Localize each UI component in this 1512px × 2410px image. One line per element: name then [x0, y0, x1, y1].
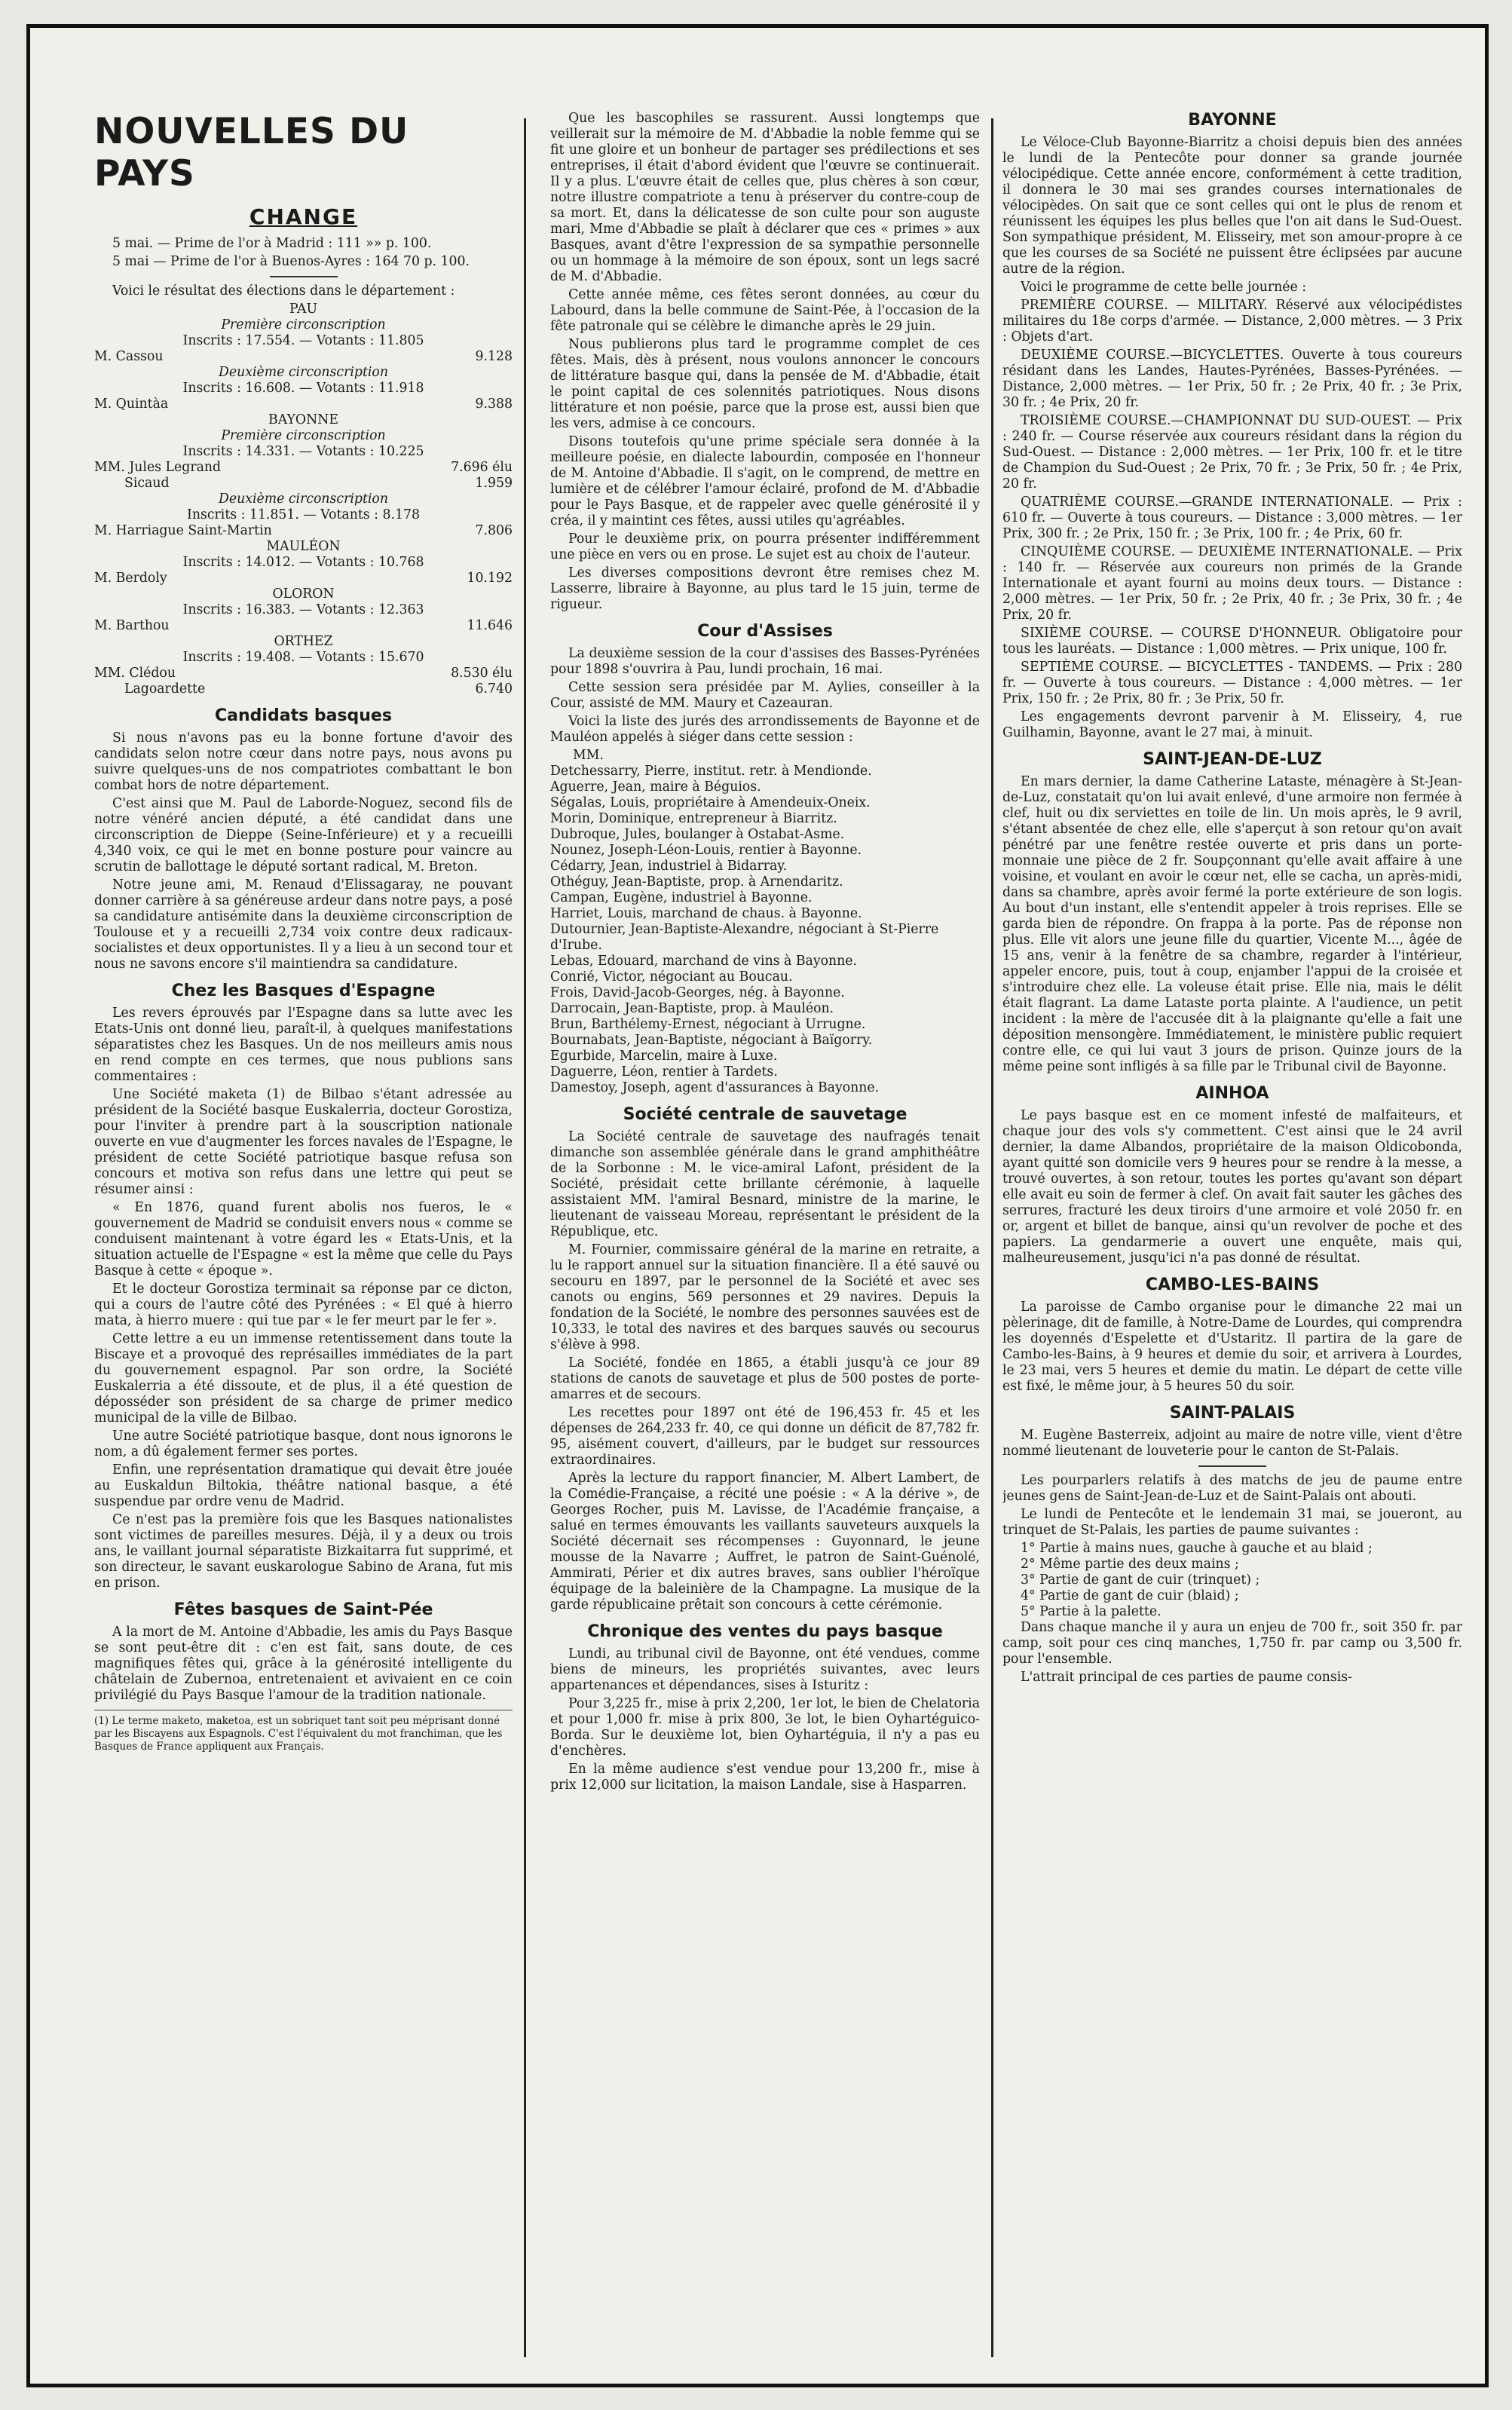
result-row: Lagoardette 6.740: [124, 681, 513, 697]
list-item: Daguerre, Léon, rentier à Tardets.: [550, 1064, 778, 1079]
section-mauleon: MAULÉON: [266, 539, 341, 554]
paragraph: La deuxième session de la cour d'assises des Basses-Pyrénées pour 1898 s'ouvrira à Pau, lundi prochain, 16 mai.: [550, 646, 980, 677]
paragraph: Voici le programme de cette belle journée :: [1021, 280, 1307, 295]
section-orthez: ORTHEZ: [274, 634, 333, 649]
paragraph: Cette lettre a eu un immense retentissement dans toute la Biscaye et a provoqué des représailles immédiates de la part du gouvernement espagnol. Par son ordre, la Société Euskalerria a été dissoute, et de plus, il a été question de déposséder son président de sa charge de primer medico municipal de la ville de Bilbao.: [94, 1331, 513, 1425]
list-item: MM.: [573, 748, 604, 763]
list-item: Brun, Barthélemy-Ernest, négociant à Urrugne.: [550, 1017, 866, 1032]
candidats-heading: Candidats basques: [215, 706, 392, 725]
section-bayonne: BAYONNE: [268, 412, 338, 427]
paragraph: Pour 3,225 fr., mise à prix 2,200, 1er lot, le bien de Chelatoria et pour 1,000 fr. mise à prix 800, 3e lot, le bien Oyhartéguico-Borda. Sur le deuxième lot, bien Oyhartéguia, il n'y a pas eu d'enchères.: [550, 1696, 980, 1759]
paragraph: A la mort de M. Antoine d'Abbadie, les amis du Pays Basque se sont peut-être dit : c'en est fait, sans doute, de ces magnifiques fêtes qui, grâce à la générosité intelligente du châtelain de Zubernoa, entretenaient et avivaient en ce coin privilégié du Pays Basque l'amour de la tradition nationale.: [94, 1625, 513, 1703]
fetes-heading: Fêtes basques de Saint-Pée: [173, 1600, 433, 1619]
column-rule: [524, 118, 526, 2357]
paragraph: DEUXIÈME COURSE.—BICYCLETTES. Ouverte à tous coureurs résidant dans les Landes, Hautes-Pyrénées, Basses-Pyrénées. — Distance, 2,000 mètres. — 1er Prix, 50 fr. ; 2e Prix, 40 fr. ; 3e Prix, 30 fr. ; 4e Prix, 20 fr.: [1002, 348, 1462, 410]
paume-list: [1002, 1541, 1462, 1620]
paragraph: Le lundi de Pentecôte et le lendemain 31 mai, se joueront, au trinquet de St-Palais, les parties de paume suivantes :: [1002, 1507, 1462, 1538]
paragraph: CINQUIÈME COURSE. — DEUXIÈME INTERNATIONALE. — Prix : 140 fr. — Réservée aux coureurs non primés de la Grande Internationale et ayant fourni au moins deux tours. — Distance : 2,000 mètres. — 1er Prix, 50 fr. ; 2e Prix, 40 fr. ; 3e Prix, 30 fr. ; 4e Prix, 20 fr.: [1002, 544, 1462, 623]
paragraph: Dans chaque manche il y aura un enjeu de 700 fr., soit 350 fr. par camp, soit pour ces cinq manches, 1,750 fr. par camp ou 3,500 fr. pour l'ensemble.: [1002, 1620, 1462, 1667]
paragraph: SIXIÈME COURSE. — COURSE D'HONNEUR. Obligatoire pour tous les lauréats. — Distance : 1,000 mètres. — Prix unique, 100 fr.: [1002, 626, 1462, 657]
elections-intro: Voici le résultat des élections dans le département :: [112, 283, 455, 299]
stats: Inscrits : 16.383. — Votants : 12.363: [182, 602, 424, 617]
list-item: 3° Partie de gant de cuir (trinquet) ;: [1021, 1572, 1260, 1588]
stats: Inscrits : 14.012. — Votants : 10.768: [182, 555, 424, 570]
list-item: 5° Partie à la palette.: [1021, 1604, 1162, 1619]
espagne-heading: Chez les Basques d'Espagne: [171, 981, 436, 1000]
list-item: Nounez, Joseph-Léon-Louis, rentier à Bayonne.: [550, 843, 862, 858]
circonscription: Première circonscription: [221, 428, 386, 443]
footnote: (1) Le terme maketo, maketoa, est un sobriquet tant soit peu méprisant donné par les Biscayens aux Espagnols. C'est l'équivalent du mot franchiman, que les Basques de France appliquent aux Français.: [94, 1710, 513, 1753]
list-item: 1° Partie à mains nues, gauche à gauche et au blaid ;: [1021, 1541, 1373, 1556]
paragraph: Cette session sera présidée par M. Aylies, conseiller à la Cour, assisté de MM. Maury et Cazeauran.: [550, 680, 980, 711]
list-item: Frois, David-Jacob-Georges, nég. à Bayonne.: [550, 985, 845, 1000]
assises-heading: Cour d'Assises: [697, 622, 833, 641]
paragraph: C'est ainsi que M. Paul de Laborde-Noguez, second fils de notre vénéré ancien député, a été candidat dans une circonscription de Dieppe (Seine-Inférieure) et y a recueilli 4,340 voix, ce qui le met en bonne posture pour vaincre au scrutin de ballottage le député sortant radical, M. Breton.: [94, 796, 513, 874]
paragraph: SEPTIÈME COURSE. — BICYCLETTES - TANDEMS. — Prix : 280 fr. — Ouverte à tous coureurs. — Distance : 4,000 mètres. — 1er Prix, 150 fr. ; 2e Prix, 80 fr. ; 3e Prix, 50 fr.: [1002, 660, 1462, 706]
paragraph: En mars dernier, la dame Catherine Lataste, ménagère à St-Jean-de-Luz, constatait qu'on lui avait enlevé, d'une armoire non fermée à clef, huit ou dix serviettes en toile de lin. Un mois après, le 9 avril, s'étant absentée de chez elle, elle s'aperçut à son retour qu'on avait pénétré par une fenêtre restée ouverte et pris dans un porte-monnaie une pièce de 2 fr. Soupçonnant qu'elle avait affaire à une voisine, et voulant en avoir le cœur net, elle se cacha, un après-midi, dans sa chambre, après avoir fermé la porte extérieure de son logis. Au bout d'un instant, elle s'entendit appeler à trois reprises. Elle se garda bien de répondre. On frappa à la porte. Pas de réponse non plus. Elle vit alors une jeune fille du quartier, Vicente M..., âgée de 15 ans, venir à la fenêtre de sa chambre, regarder à l'intérieur, appeler encore, puis, tout à coup, enjamber l'appui de la croisée et s'introduire chez elle. La voleuse était prise. Elle nia, mais le délit était flagrant. La dame Lataste porta plainte. A l'audience, un petit incident : la mère de l'accusée dit à la plaignante qu'elle a fait une déposition mensongère. Immédiatement, le ministère public requiert contre elle, ce qui lui vaut 3 jours de prison. Quinze jours de la même peine sont infligés à sa fille par le Tribunal civil de Bayonne.: [1002, 774, 1462, 1074]
result-row: M. Quintàa 9.388: [94, 397, 513, 412]
list-item: Aguerre, Jean, maire à Béguios.: [550, 779, 761, 795]
column-3: [1002, 111, 1462, 1688]
change-line: 5 mai — Prime de l'or à Buenos-Ayres : 164 70 p. 100.: [112, 254, 470, 269]
paragraph: La paroisse de Cambo organise pour le dimanche 22 mai un pèlerinage, dit de famille, à Notre-Dame de Lourdes, qui comprendra les doyennés d'Espelette et d'Ustaritz. Il partira de la gare de Cambo-les-Bains, à 9 heures et demie du soir, et arrivera à Lourdes, le 23 mai, vers 5 heures et demie du matin. Le départ de cette ville est fixé, le même jour, à 5 heures 50 du soir.: [1002, 1300, 1462, 1394]
stpalais-heading: SAINT-PALAIS: [1169, 1404, 1296, 1422]
result-row: Sicaud 1.959: [124, 476, 513, 491]
paragraph: Les recettes pour 1897 ont été de 196,453 fr. 45 et les dépenses de 264,233 fr. 40, ce qui donne un déficit de 87,782 fr. 95, aisément couvert, d'ailleurs, par le budget sur ressources extraordinaires.: [550, 1405, 980, 1468]
paragraph: Pour le deuxième prix, on pourra présenter indifféremment une pièce en vers ou en prose. Le sujet est au choix de l'auteur.: [550, 531, 980, 562]
list-item: Bournabats, Jean-Baptiste, négociant à Baïgorry.: [550, 1033, 873, 1048]
result-row: M. Berdoly 10.192: [94, 571, 513, 586]
circonscription: Deuxième circonscription: [219, 491, 388, 507]
bayonne-heading: BAYONNE: [1188, 111, 1277, 130]
paragraph: Une autre Société patriotique basque, dont nous ignorons le nom, a dû également fermer ses portes.: [94, 1429, 513, 1459]
column-2: [550, 111, 980, 1796]
change-line: 5 mai. — Prime de l'or à Madrid : 111 »» p. 100.: [112, 236, 432, 251]
result-row: MM. Jules Legrand 7.696 élu: [94, 460, 513, 475]
list-item: Dutournier, Jean-Baptiste-Alexandre, négociant à St-Pierre d'Irube.: [550, 922, 939, 953]
list-item: Detchessarry, Pierre, institut. retr. à Mendionde.: [550, 764, 872, 779]
paragraph: La Société, fondée en 1865, a établi jusqu'à ce jour 89 stations de canots de sauvetage et plus de 500 postes de porte-amarres et de secours.: [550, 1355, 980, 1402]
cambo-heading: CAMBO-LES-BAINS: [1145, 1275, 1320, 1294]
list-item: Darrocain, Jean-Baptiste, prop. à Mauléon.: [550, 1001, 834, 1016]
circonscription: Première circonscription: [221, 317, 386, 332]
list-item: Lebas, Edouard, marchand de vins à Bayonne.: [550, 954, 858, 969]
sauvetage-heading: Société centrale de sauvetage: [623, 1105, 908, 1124]
section-oloron: OLORON: [272, 586, 335, 602]
paragraph: QUATRIÈME COURSE.—GRANDE INTERNATIONALE. — Prix : 610 fr. — Ouverte à tous coureurs. — Distance : 3,000 mètres. — 1er Prix, 300 fr. ; 2e Prix, 150 fr. ; 3e Prix, 100 fr. ; 4e Prix, 60 fr.: [1002, 495, 1462, 541]
paragraph: Enfin, une représentation dramatique qui devait être jouée au Euskaldun Biltokia, théâtre national basque, a été suspendue par ordre venu de Madrid.: [94, 1462, 513, 1509]
list-item: 4° Partie de gant de cuir (blaid) ;: [1021, 1588, 1239, 1603]
paragraph: Les pourparlers relatifs à des matchs de jeu de paume entre jeunes gens de Saint-Jean-de-Luz et de Saint-Palais ont abouti.: [1002, 1473, 1462, 1504]
list-item: Harriet, Louis, marchand de chaus. à Bayonne.: [550, 906, 862, 921]
ainhoa-heading: AINHOA: [1195, 1084, 1269, 1103]
paragraph: Disons toutefois qu'une prime spéciale sera donnée à la meilleure poésie, en dialecte labourdin, composée en l'honneur de M. Antoine d'Abbadie. Il s'agit, on le comprend, de mettre en lumière et de célébrer l'amour éclairé, profond de M. d'Abbadie pour le Pays Basque, et de rappeler avec quelle générosité il y créa, il y maintint ces fêtes, aussi utiles qu'agréables.: [550, 434, 980, 528]
list-item: Egurbide, Marcelin, maire à Luxe.: [550, 1049, 778, 1064]
divider: [270, 276, 338, 277]
paragraph: La Société centrale de sauvetage des naufragés tenait dimanche son assemblée générale dans le grand amphithéâtre de la Sorbonne : M. le vice-amiral Lafont, président de la Société, présidait cette brillante cérémonie, à laquelle assistaient MM. l'amiral Besnard, ministre de la marine, le lieutenant de vaisseau Moreau, représentant le président de la République, etc.: [550, 1129, 980, 1239]
result-row: M. Harriague Saint-Martin 7.806: [94, 523, 513, 538]
list-item: Ségalas, Louis, propriétaire à Amendeuix-Oneix.: [550, 795, 871, 810]
stats: Inscrits : 19.408. — Votants : 15.670: [182, 650, 424, 665]
list-item: Damestoy, Joseph, agent d'assurances à Bayonne.: [550, 1080, 880, 1095]
paragraph: Les engagements devront parvenir à M. Elisseiry, 4, rue Guilhamin, Bayonne, avant le 27 mai, à minuit.: [1002, 709, 1462, 740]
paragraph: Notre jeune ami, M. Renaud d'Elissagaray, ne pouvant donner carrière à sa généreuse ardeur dans notre pays, a posé sa candidature antisémite dans la deuxième circonscription de Toulouse et y a recueilli 2,734 voix contre deux radicaux-socialistes et deux opportunistes. Il y a lieu à un second tour et nous ne savons encore s'il maintiendra sa candidature.: [94, 877, 513, 972]
circonscription: Deuxième circonscription: [219, 365, 388, 380]
paragraph: TROISIÈME COURSE.—CHAMPIONNAT DU SUD-OUEST. — Prix : 240 fr. — Course réservée aux coureurs résidant dans la région du Sud-Ouest. — Distance : 2,000 mètres. — 1er Prix, 100 fr. et le titre de Champion du Sud-Ouest ; 2e Prix, 70 fr. ; 3e Prix, 50 fr. ; 4e Prix, 20 fr.: [1002, 413, 1462, 491]
column-rule: [991, 118, 993, 2357]
divider: [1198, 1465, 1266, 1467]
paragraph: M. Fournier, commissaire général de la marine en retraite, a lu le rapport annuel sur la situation financière. Il a été sauvé ou secouru en 1897, par le personnel de la Société et avec ses canots ou engins, 569 personnes et 29 navires. Depuis la fondation de la Société, le nombre des personnes sauvées est de 10,333, le total des navires et des barques sauvés ou secourus s'élève à 998.: [550, 1242, 980, 1352]
list-item: Conrié, Victor, négociant au Boucau.: [550, 969, 793, 985]
change-heading: CHANGE: [249, 204, 358, 229]
paragraph: Le pays basque est en ce moment infesté de malfaiteurs, et chaque jour des vols s'y commettent. C'est ainsi que le 24 avril dernier, la dame Albandos, propriétaire de la maison Oldicobonda, ayant quitté son domicile vers 9 heures pour se rendre à la messe, a trouvé ouvertes, à son retour, toutes les portes qu'avant son départ elle avait eu soin de fermer à clef. On avait fait sauter les gâches des serrures, fracturé les deux tiroirs d'une armoire et volé 2050 fr. en or, argent et billet de banque, ainsi qu'un revolver de poche et des papiers. La gendarmerie a ouvert une enquête, mais qui, malheureusement, jusqu'ici n'a pas donné de résultat.: [1002, 1108, 1462, 1266]
paragraph: Lundi, au tribunal civil de Bayonne, ont été vendues, comme biens de mineurs, les propriétés suivantes, avec leurs appartenances et dépendances, sises à Isturitz :: [550, 1646, 980, 1693]
newspaper-page: [26, 24, 1489, 2387]
list-item: 2° Même partie des deux mains ;: [1021, 1557, 1239, 1572]
list-item: Othéguy, Jean-Baptiste, prop. à Arnendaritz.: [550, 874, 843, 890]
result-row: M. Cassou 9.128: [94, 349, 513, 364]
paragraph: Si nous n'avons pas eu la bonne fortune d'avoir des candidats selon notre cœur dans notre pays, nous avons pu suivre quelques-uns de nos compatriotes combattant le bon combat hors de notre département.: [94, 730, 513, 793]
paragraph: Ce n'est pas la première fois que les Basques nationalistes sont victimes de pareilles mesures. Déjà, il y a deux ou trois ans, le vaillant journal séparatiste Bizkaitarra fut supprimé, et son directeur, le savant euskarologue Sabino de Arana, fut mis en prison.: [94, 1512, 513, 1591]
paragraph: PREMIÈRE COURSE. — MILITARY. Réservé aux vélocipédistes militaires du 18e corps d'armée. — Distance, 2,000 mètres. — 3 Prix : Objets d'art.: [1002, 298, 1462, 345]
list-item: Cédarry, Jean, industriel à Bidarray.: [550, 859, 788, 874]
paragraph: Les revers éprouvés par l'Espagne dans sa lutte avec les Etats-Unis ont donné lieu, paraît-il, à quelques manifestations séparatistes chez les Basques. Un de nos meilleurs amis nous en rend compte en ces termes, que nous publions sans commentaires :: [94, 1006, 513, 1084]
paragraph: Le Véloce-Club Bayonne-Biarritz a choisi depuis bien des années le lundi de la Pentecôte pour donner sa grande journée vélocipédique. Cette année encore, conformément à cette tradition, il donnera le 30 mai ses grandes courses internationales de vélocipèdes. On sait que ce sont celles qui ont le plus de renom et réunissent les équipes les plus belles que l'on ait dans le Sud-Ouest. Son sympathique président, M. Elisseiry, met son amour-propre à ce que les courses de sa Société ne puissent être éclipsées par aucune autre de la région.: [1002, 135, 1462, 277]
result-row: MM. Clédou 8.530 élu: [94, 666, 513, 681]
paragraph: Cette année même, ces fêtes seront données, au cœur du Labourd, dans la belle commune de Saint-Pée, à l'occasion de la fête patronale qui se célèbre le dimanche après le 29 juin.: [550, 287, 980, 334]
column-1: [94, 111, 513, 1753]
stjean-heading: SAINT-JEAN-DE-LUZ: [1143, 750, 1322, 769]
paragraph: En la même audience s'est vendue pour 13,200 fr., mise à prix 12,000 sur licitation, la maison Landale, sise à Hasparren.: [550, 1762, 980, 1793]
paragraph: M. Eugène Basterreix, adjoint au maire de notre ville, vient d'être nommé lieutenant de louveterie pour le canton de St-Palais.: [1002, 1428, 1462, 1459]
paragraph: Que les bascophiles se rassurent. Aussi longtemps que veillerait sur la mémoire de M. d'Abbadie la noble femme qui se fit une gloire et un bonheur de partager ses prédilections et ses entreprises, il était d'abord évident que l'œuvre se continuerait. Il y a plus. L'œuvre était de celles que, plus chères à son cœur, notre illustre compatriote a tenu à préserver du contre-coup de sa mort. Et, dans la délicatesse de son culte pour son auguste mari, Mme d'Abbadie se plaît à déclarer que ces « primes » aux Basques, avant d'être l'expression de sa sympathie personnelle ou un hommage à la mémoire de son époux, sont un legs sacré de M. d'Abbadie.: [550, 111, 980, 284]
stats: Inscrits : 14.331. — Votants : 10.225: [182, 444, 424, 459]
result-row: M. Barthou 11.646: [94, 618, 513, 633]
stats: Inscrits : 17.554. — Votants : 11.805: [182, 333, 424, 348]
paragraph: Voici la liste des jurés des arrondissements de Bayonne et de Mauléon appelés à siéger dans cette session :: [550, 714, 980, 745]
paragraph: « En 1876, quand furent abolis nos fueros, le « gouvernement de Madrid se conduisit envers nous « comme se conduisent maintenant à votre égard les « Etats-Unis, et la situation actuelle de l'Espagne « est la même que celle du Pays Basque à cette « époque ».: [94, 1200, 513, 1278]
list-item: Morin, Dominique, entrepreneur à Biarritz.: [550, 811, 837, 826]
paragraph: L'attrait principal de ces parties de paume consis-: [1021, 1670, 1352, 1685]
list-item: Campan, Eugène, industriel à Bayonne.: [550, 890, 813, 905]
list-item: Dubroque, Jules, boulanger à Ostabat-Asme.: [550, 827, 845, 842]
paragraph: Les diverses compositions devront être remises chez M. Lasserre, libraire à Bayonne, au plus tard le 15 juin, terme de rigueur.: [550, 565, 980, 612]
stats: Inscrits : 16.608. — Votants : 11.918: [182, 381, 424, 396]
section-pau: PAU: [289, 302, 318, 317]
paragraph: Nous publierons plus tard le programme complet de ces fêtes. Mais, dès à présent, nous voulons annoncer le concours de littérature basque qui, dans la pensée de M. d'Abbadie, était le point capital de ces solennités patriotiques. Nous disons littérature et non poésie, parce que la prose est, aussi bien que les vers, admise à ce concours.: [550, 337, 980, 431]
masthead: NOUVELLES DU PAYS: [94, 111, 409, 194]
paragraph: Et le docteur Gorostiza terminait sa réponse par ce dicton, qui a cours de l'autre côté des Pyrénées : « El qué à hierro mata, à hierro muere : qui tue par « le fer meurt par le fer ».: [94, 1282, 513, 1328]
stats: Inscrits : 11.851. — Votants : 8.178: [187, 507, 420, 522]
jures-list: [550, 748, 980, 1096]
paragraph: Après la lecture du rapport financier, M. Albert Lambert, de la Comédie-Française, a récité une poésie : « A la dérive », de Georges Rocher, puis M. Lavisse, de l'Académie française, a salué en termes émouvants les vaillants sauveteurs auxquels la Société décernait ses récompenses : Guyonnard, le jeune mousse de la Navarre ; Auffret, le patron de Saint-Guénolé, Ammirati, Périer et dix autres braves, sans oublier l'héroïque équipage de la baleinière de la Champagne. La musique de la garde républicaine prêtait son concours à cette cérémonie.: [550, 1471, 980, 1612]
paragraph: Une Société maketa (1) de Bilbao s'étant adressée au président de la Société basque Euskalerria, docteur Gorostiza, pour l'inviter à prendre part à la souscription nationale ouverte en vue d'augmenter les forces navales de l'Espagne, le président de cette Société patriotique basque refusa son concours et motiva son refus dans une lettre qui peut se résumer ainsi :: [94, 1087, 513, 1197]
ventes-heading: Chronique des ventes du pays basque: [587, 1622, 943, 1641]
